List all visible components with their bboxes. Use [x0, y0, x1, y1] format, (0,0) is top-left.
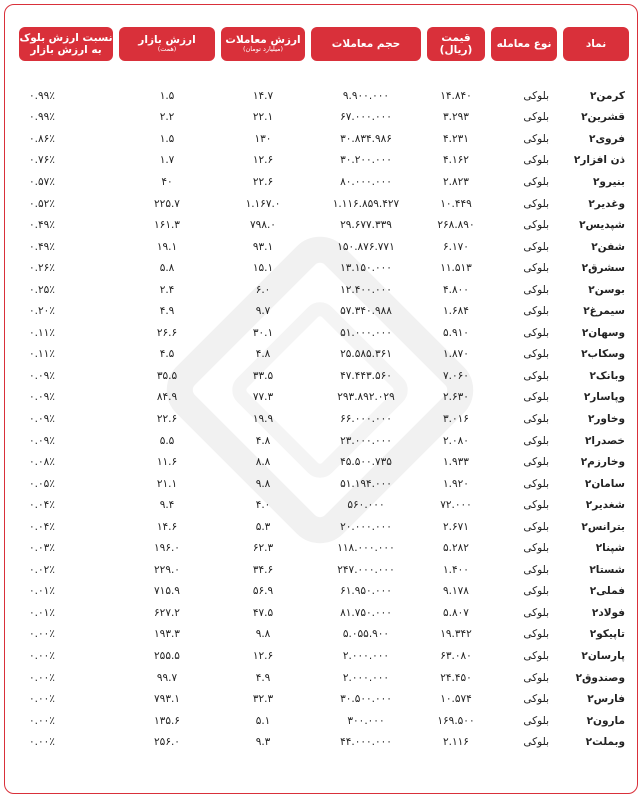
type-cell: بلوکی [523, 412, 549, 425]
market-value-cell: ۱۹.۱ [156, 240, 178, 253]
volume-cell: ۴۴.۰۰۰.۰۰۰ [340, 736, 392, 749]
symbol-cell: شستا۲ [589, 563, 625, 576]
market-value-cell: ۲۶.۶ [156, 326, 178, 339]
volume-cell: ۱۳.۱۵۰.۰۰۰ [340, 262, 392, 275]
value-cell: ۶.۰ [255, 283, 271, 296]
price-cell: ۹.۱۷۸ [443, 585, 469, 598]
table-header [19, 27, 629, 61]
type-cell: بلوکی [523, 714, 549, 727]
volume-cell: ۳۰.۵۰۰.۰۰۰ [340, 693, 392, 706]
type-cell: بلوکی [523, 628, 549, 641]
price-cell: ۱۱.۵۱۳ [440, 262, 472, 275]
symbol-cell: ذن افزار۲ [573, 154, 625, 167]
price-cell: ۲۴.۴۵۰ [440, 671, 472, 684]
type-cell: بلوکی [523, 542, 549, 555]
symbol-cell: فارس۲ [587, 693, 625, 706]
table-row [19, 236, 629, 258]
type-cell: بلوکی [523, 326, 549, 339]
header-symbol: نماد [563, 27, 629, 61]
symbol-cell: وخارزم۲ [580, 456, 625, 469]
market-value-cell: ۱۴.۶ [156, 520, 178, 533]
table-row [19, 214, 629, 236]
ratio-cell: ۰.۴۹٪ [29, 240, 55, 253]
value-cell: ۹.۷ [255, 305, 271, 318]
table-row [19, 537, 629, 559]
type-cell: بلوکی [523, 111, 549, 124]
value-cell: ۳۳.۵ [252, 369, 274, 382]
table-row [19, 150, 629, 172]
ratio-cell: ۰.۰۰٪ [29, 714, 55, 727]
market-value-cell: ۲.۴ [159, 283, 175, 296]
volume-cell: ۵۷.۳۴۰.۹۸۸ [340, 305, 392, 318]
value-cell: ۳۲.۳ [252, 693, 274, 706]
market-value-cell: ۱.۷ [159, 154, 175, 167]
ratio-cell: ۰.۰۴٪ [29, 520, 55, 533]
table-body [19, 85, 629, 753]
symbol-cell: فولاد۲ [591, 606, 625, 619]
value-cell: ۱۳۰ [254, 132, 272, 145]
value-cell: ۴.۸ [255, 434, 271, 447]
market-value-cell: ۲.۲ [159, 111, 175, 124]
ratio-cell: ۰.۷۶٪ [29, 154, 55, 167]
ratio-cell: ۰.۰۰٪ [29, 649, 55, 662]
volume-cell: ۸۱.۷۵۰.۰۰۰ [340, 606, 392, 619]
price-cell: ۶.۱۷۰ [443, 240, 469, 253]
value-cell: ۱۲.۶ [252, 154, 274, 167]
price-cell: ۴.۲۳۱ [443, 132, 469, 145]
type-cell: بلوکی [523, 499, 549, 512]
value-cell: ۹.۸ [255, 628, 271, 641]
value-cell: ۴.۹ [255, 671, 271, 684]
volume-cell: ۹.۹۰۰.۰۰۰ [342, 89, 390, 102]
volume-cell: ۲۵.۵۸۵.۳۶۱ [340, 348, 392, 361]
table-row [19, 430, 629, 452]
price-cell: ۲۶۸.۸۹۰ [437, 219, 475, 232]
volume-cell: ۲.۰۰۰.۰۰۰ [342, 671, 390, 684]
table-frame [4, 4, 638, 794]
symbol-cell: کرمن۲ [589, 89, 625, 102]
value-cell: ۷۷.۳ [252, 391, 274, 404]
market-value-cell: ۲۵۶.۰ [154, 736, 180, 749]
symbol-cell: وبانک۲ [589, 369, 625, 382]
market-value-cell: ۱.۵ [159, 89, 175, 102]
value-cell: ۶۲.۳ [252, 542, 274, 555]
header-type: نوع معامله [491, 27, 557, 61]
volume-cell: ۲۰.۰۰۰.۰۰۰ [340, 520, 392, 533]
ratio-cell: ۰.۰۸٪ [29, 456, 55, 469]
volume-cell: ۱۵۰.۸۷۶.۷۷۱ [337, 240, 395, 253]
price-cell: ۱.۹۳۳ [443, 456, 469, 469]
volume-cell: ۱۱۸.۰۰۰.۰۰۰ [337, 542, 395, 555]
price-cell: ۱۰.۴۴۹ [440, 197, 472, 210]
table-row [19, 624, 629, 646]
price-cell: ۲.۰۸۰ [443, 434, 469, 447]
value-cell: ۲۲.۶ [252, 175, 274, 188]
header-ratio: نسبت ارزش بلوک به ارزش بازار [19, 27, 113, 61]
value-cell: ۲۲.۱ [252, 111, 274, 124]
symbol-cell: وبملت۲ [585, 736, 625, 749]
ratio-cell: ۰.۰۰٪ [29, 736, 55, 749]
header-volume: حجم معاملات [311, 27, 421, 61]
price-cell: ۵.۲۸۲ [443, 542, 469, 555]
market-value-cell: ۲۱.۱ [156, 477, 178, 490]
table-row [19, 107, 629, 129]
market-value-cell: ۴۰ [161, 175, 173, 188]
market-value-cell: ۱۳۵.۶ [154, 714, 180, 727]
price-cell: ۶۳.۰۸۰ [440, 649, 472, 662]
table-row [19, 322, 629, 344]
table-row [19, 494, 629, 516]
ratio-cell: ۰.۱۱٪ [29, 326, 55, 339]
value-cell: ۴.۰ [255, 499, 271, 512]
type-cell: بلوکی [523, 348, 549, 361]
ratio-cell: ۰.۵۲٪ [29, 197, 55, 210]
market-value-cell: ۵.۵ [159, 434, 175, 447]
price-cell: ۲.۶۳۰ [443, 391, 469, 404]
symbol-cell: فروی۲ [589, 132, 625, 145]
value-cell: ۵.۳ [255, 520, 271, 533]
price-cell: ۵.۹۱۰ [443, 326, 469, 339]
volume-cell: ۲۴۷.۰۰۰.۰۰۰ [337, 563, 395, 576]
symbol-cell: شپدیس۲ [579, 219, 625, 232]
table-row [19, 344, 629, 366]
price-cell: ۷.۰۶۰ [443, 369, 469, 382]
market-value-cell: ۹۹.۷ [156, 671, 178, 684]
symbol-cell: وپاسار۲ [583, 391, 625, 404]
volume-cell: ۴۵.۵۰۰.۷۳۵ [340, 456, 392, 469]
market-value-cell: ۷۹۳.۱ [154, 693, 180, 706]
market-value-cell: ۷۱۵.۹ [154, 585, 180, 598]
value-cell: ۸.۸ [255, 456, 271, 469]
type-cell: بلوکی [523, 585, 549, 598]
ratio-cell: ۰.۸۶٪ [29, 132, 55, 145]
price-cell: ۱.۶۸۴ [443, 305, 469, 318]
type-cell: بلوکی [523, 671, 549, 684]
symbol-cell: شغدیر۲ [585, 499, 625, 512]
volume-cell: ۶۱.۹۵۰.۰۰۰ [340, 585, 392, 598]
symbol-cell: وغدیر۲ [588, 197, 625, 210]
market-value-cell: ۳۵.۵ [156, 369, 178, 382]
ratio-cell: ۰.۰۱٪ [29, 606, 55, 619]
symbol-cell: وصندوق۲ [575, 671, 625, 684]
table-row [19, 171, 629, 193]
price-cell: ۷۲.۰۰۰ [440, 499, 472, 512]
ratio-cell: ۰.۰۰٪ [29, 671, 55, 684]
header-price: قیمت (ریال) [427, 27, 485, 61]
ratio-cell: ۰.۹۹٪ [29, 111, 55, 124]
market-value-cell: ۱۹۳.۳ [154, 628, 180, 641]
symbol-cell: بترانس۲ [581, 520, 625, 533]
volume-cell: ۶۷.۰۰۰.۰۰۰ [340, 111, 392, 124]
ratio-cell: ۰.۲۰٪ [29, 305, 55, 318]
price-cell: ۲.۱۱۶ [443, 736, 469, 749]
type-cell: بلوکی [523, 154, 549, 167]
value-cell: ۱۲.۶ [252, 649, 274, 662]
type-cell: بلوکی [523, 391, 549, 404]
value-cell: ۵۶.۹ [252, 585, 274, 598]
value-cell: ۹.۸ [255, 477, 271, 490]
price-cell: ۱۴.۸۴۰ [440, 89, 472, 102]
table-row [19, 602, 629, 624]
price-cell: ۴.۱۶۲ [443, 154, 469, 167]
table-row [19, 645, 629, 667]
type-cell: بلوکی [523, 219, 549, 232]
ratio-cell: ۰.۹۹٪ [29, 89, 55, 102]
symbol-cell: خصدرا۲ [584, 434, 625, 447]
price-cell: ۱۰.۵۷۴ [440, 693, 472, 706]
value-cell: ۱۹.۹ [252, 412, 274, 425]
type-cell: بلوکی [523, 520, 549, 533]
ratio-cell: ۰.۰۰٪ [29, 628, 55, 641]
volume-cell: ۴۷.۴۴۳.۵۶۰ [340, 369, 392, 382]
type-cell: بلوکی [523, 89, 549, 102]
type-cell: بلوکی [523, 649, 549, 662]
volume-cell: ۵۱.۰۰۰.۰۰۰ [340, 326, 392, 339]
price-cell: ۱۶۹.۵۰۰ [437, 714, 475, 727]
value-cell: ۱۴.۷ [252, 89, 274, 102]
type-cell: بلوکی [523, 175, 549, 188]
market-value-cell: ۲۲۵.۷ [154, 197, 180, 210]
volume-cell: ۱.۱۱۶.۸۵۹.۴۲۷ [332, 197, 400, 210]
ratio-cell: ۰.۴۹٪ [29, 219, 55, 232]
market-value-cell: ۱۱.۶ [156, 456, 178, 469]
market-value-cell: ۲۵۵.۵ [154, 649, 180, 662]
ratio-cell: ۰.۲۵٪ [29, 283, 55, 296]
table-row [19, 128, 629, 150]
symbol-cell: شفن۲ [591, 240, 625, 253]
market-value-cell: ۴.۹ [159, 305, 175, 318]
ratio-cell: ۰.۰۹٪ [29, 369, 55, 382]
value-cell: ۱۵.۱ [252, 262, 274, 275]
ratio-cell: ۰.۰۹٪ [29, 412, 55, 425]
price-cell: ۴.۸۰۰ [443, 283, 469, 296]
market-value-cell: ۵.۸ [159, 262, 175, 275]
table-row [19, 473, 629, 495]
type-cell: بلوکی [523, 197, 549, 210]
market-value-cell: ۲۲۹.۰ [154, 563, 180, 576]
market-value-cell: ۶۲۷.۲ [154, 606, 180, 619]
symbol-cell: وسهان۲ [581, 326, 625, 339]
table-row [19, 193, 629, 215]
symbol-cell: فملی۲ [589, 585, 625, 598]
type-cell: بلوکی [523, 305, 549, 318]
volume-cell: ۳۰.۲۰۰.۰۰۰ [340, 154, 392, 167]
ratio-cell: ۰.۰۹٪ [29, 434, 55, 447]
value-cell: ۴.۸ [255, 348, 271, 361]
symbol-cell: وسکاب۲ [581, 348, 625, 361]
value-cell: ۹۳.۱ [252, 240, 274, 253]
table-row [19, 451, 629, 473]
volume-cell: ۳۰.۸۳۴.۹۸۶ [340, 132, 392, 145]
value-cell: ۳۴.۶ [252, 563, 274, 576]
table-row [19, 667, 629, 689]
ratio-cell: ۰.۰۵٪ [29, 477, 55, 490]
price-cell: ۱۹.۳۴۲ [440, 628, 472, 641]
ratio-cell: ۰.۰۰٪ [29, 693, 55, 706]
price-cell: ۳.۰۱۶ [443, 412, 469, 425]
volume-cell: ۲۳.۰۰۰.۰۰۰ [340, 434, 392, 447]
market-value-cell: ۴.۵ [159, 348, 175, 361]
table-row [19, 731, 629, 753]
volume-cell: ۵۶۰.۰۰۰ [347, 499, 385, 512]
ratio-cell: ۰.۱۱٪ [29, 348, 55, 361]
ratio-cell: ۰.۰۳٪ [29, 542, 55, 555]
table-row [19, 257, 629, 279]
value-cell: ۳۰.۱ [252, 326, 274, 339]
type-cell: بلوکی [523, 563, 549, 576]
volume-cell: ۲۹۳.۸۹۲.۰۲۹ [337, 391, 395, 404]
type-cell: بلوکی [523, 369, 549, 382]
price-cell: ۲.۶۷۱ [443, 520, 469, 533]
market-value-cell: ۱.۵ [159, 132, 175, 145]
ratio-cell: ۰.۰۲٪ [29, 563, 55, 576]
type-cell: بلوکی [523, 262, 549, 275]
table-row [19, 365, 629, 387]
table-row [19, 85, 629, 107]
symbol-cell: مارون۲ [586, 714, 625, 727]
volume-cell: ۸۰.۰۰۰.۰۰۰ [340, 175, 392, 188]
price-cell: ۱.۴۰۰ [443, 563, 469, 576]
symbol-cell: سامان۲ [584, 477, 625, 490]
value-cell: ۱.۱۶۷.۰ [245, 197, 281, 210]
ratio-cell: ۰.۲۶٪ [29, 262, 55, 275]
volume-cell: ۲۹.۶۷۷.۳۳۹ [340, 219, 392, 232]
ratio-cell: ۰.۰۹٪ [29, 391, 55, 404]
type-cell: بلوکی [523, 132, 549, 145]
symbol-cell: پارسان۲ [581, 649, 625, 662]
value-cell: ۹.۳ [255, 736, 271, 749]
symbol-cell: بنیرو۲ [593, 175, 625, 188]
table-row [19, 516, 629, 538]
value-cell: ۴۷.۵ [252, 606, 274, 619]
symbol-cell: شپنا۲ [595, 542, 625, 555]
symbol-cell: بوسن۲ [588, 283, 625, 296]
table-row [19, 300, 629, 322]
type-cell: بلوکی [523, 736, 549, 749]
symbol-cell: تاپیکو۲ [589, 628, 625, 641]
market-value-cell: ۱۶۱.۳ [154, 219, 180, 232]
table-row [19, 559, 629, 581]
price-cell: ۱.۸۷۰ [443, 348, 469, 361]
volume-cell: ۳۰۰.۰۰۰ [347, 714, 385, 727]
symbol-cell: قشرین۲ [581, 111, 625, 124]
price-cell: ۱.۹۲۰ [443, 477, 469, 490]
type-cell: بلوکی [523, 434, 549, 447]
market-value-cell: ۸۴.۹ [156, 391, 178, 404]
table-row [19, 581, 629, 603]
ratio-cell: ۰.۵۷٪ [29, 175, 55, 188]
symbol-cell: سیمرغ۲ [583, 305, 625, 318]
volume-cell: ۲.۰۰۰.۰۰۰ [342, 649, 390, 662]
table-row [19, 688, 629, 710]
price-cell: ۲.۸۲۳ [443, 175, 469, 188]
price-cell: ۳.۲۹۳ [443, 111, 469, 124]
type-cell: بلوکی [523, 456, 549, 469]
type-cell: بلوکی [523, 240, 549, 253]
block-trades-table [19, 27, 629, 753]
type-cell: بلوکی [523, 693, 549, 706]
ratio-cell: ۰.۰۱٪ [29, 585, 55, 598]
header-market-value: ارزش بازار (همت) [119, 27, 215, 61]
volume-cell: ۱۲.۴۰۰.۰۰۰ [340, 283, 392, 296]
header-value: ارزش معاملات (میلیارد تومان) [221, 27, 305, 61]
volume-cell: ۵.۰۵۵.۹۰۰ [342, 628, 390, 641]
ratio-cell: ۰.۰۴٪ [29, 499, 55, 512]
table-row [19, 710, 629, 732]
type-cell: بلوکی [523, 283, 549, 296]
table-row [19, 387, 629, 409]
type-cell: بلوکی [523, 477, 549, 490]
table-row [19, 408, 629, 430]
symbol-cell: وخاور۲ [587, 412, 625, 425]
price-cell: ۵.۸۰۷ [443, 606, 469, 619]
volume-cell: ۵۱.۱۹۴.۰۰۰ [340, 477, 392, 490]
value-cell: ۷۹۸.۰ [250, 219, 276, 232]
type-cell: بلوکی [523, 606, 549, 619]
market-value-cell: ۹.۴ [159, 499, 175, 512]
market-value-cell: ۱۹۶.۰ [154, 542, 180, 555]
market-value-cell: ۲۲.۶ [156, 412, 178, 425]
table-row [19, 279, 629, 301]
value-cell: ۵.۱ [255, 714, 271, 727]
volume-cell: ۶۶.۰۰۰.۰۰۰ [340, 412, 392, 425]
symbol-cell: سشرق۲ [581, 262, 625, 275]
